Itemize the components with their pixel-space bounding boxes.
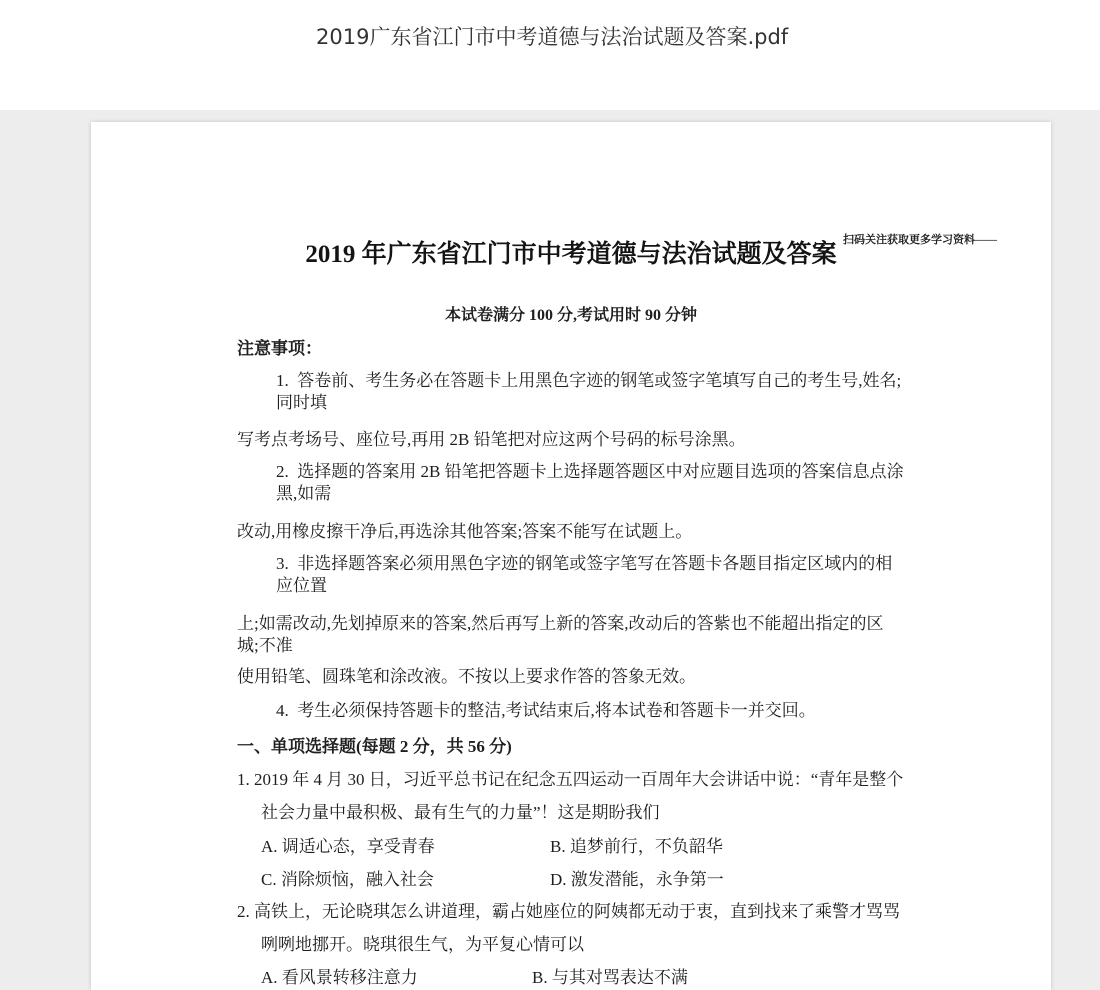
question-option: A. 调适心态，享受青春 <box>261 837 435 856</box>
notice-line: 2. 选择题的答案用 2B 铅笔把答题卡上选择题答题区中对应题目选项的答案信息点涂 <box>276 462 904 481</box>
notice-line: 同时填 <box>276 393 327 412</box>
notice-line: 写考点考场号、座位号,再用 2B 铅笔把对应这两个号码的标号涂黑。 <box>237 430 746 449</box>
notice-heading: 注意事项： <box>237 339 322 358</box>
notice-line: 改动,用橡皮擦干净后,再选涂其他答案;答案不能写在试题上。 <box>237 522 693 541</box>
question-stem: 2. 高铁上，无论晓琪怎么讲道理，霸占她座位的阿姨都无动于衷，直到找来了乘警才骂骂 <box>237 902 900 921</box>
question-stem: 咧咧地挪开。晓琪很生气，为平复心情可以 <box>261 935 584 954</box>
notice-line: 城;不准 <box>237 636 293 655</box>
file-title: 2019广东省江门市中考道德与法治试题及答案.pdf <box>316 25 789 49</box>
notice-line: 应位置 <box>276 576 327 595</box>
question-stem: 1. 2019 年 4 月 30 日，习近平总书记在纪念五四运动一百周年大会讲话中说：“青年是整个 <box>237 770 904 789</box>
document-title: 2019 年广东省江门市中考道德与法治试题及答案 <box>305 241 837 268</box>
notice-line: 4. 考生必须保持答题卡的整洁,考试结束后,将本试卷和答题卡一并交回。 <box>276 701 816 720</box>
notice-line: 1. 答卷前、考生务必在答题卡上用黑色字迹的钢笔或签字笔填写自己的考生号,姓名; <box>276 371 902 390</box>
notice-line: 使用铅笔、圆珠笔和涂改液。不按以上要求作答的答象无效。 <box>237 667 696 686</box>
notice-line: 3. 非选择题答案必须用黑色字迹的钢笔或签字笔写在答题卡各题目指定区域内的相 <box>276 554 893 573</box>
question-option: B. 追梦前行，不负韶华 <box>550 837 723 856</box>
section-heading: 一、单项选择题(每题 2 分，共 56 分) <box>237 737 512 756</box>
question-option: D. 激发潜能，永争第一 <box>550 870 724 889</box>
document-page <box>91 122 1051 990</box>
notice-line: 上;如需改动,先划掉原来的答案,然后再写上新的答案,改动后的答紫也不能超出指定的区 <box>237 614 884 633</box>
question-option: A. 看风景转移注意力 <box>261 968 418 987</box>
question-option: C. 消除烦恼，融入社会 <box>261 870 434 889</box>
notice-line: 黑,如需 <box>276 484 332 503</box>
qr-promo-note: 扫码关注获取更多学习资料—— <box>843 234 997 246</box>
exam-info: 本试卷满分 100 分,考试用时 90 分钟 <box>444 307 697 324</box>
question-stem: 社会力量中最积极、最有生气的力量”！这是期盼我们 <box>261 803 660 822</box>
viewer-header <box>0 0 1100 110</box>
question-option: B. 与其对骂表达不满 <box>532 968 688 987</box>
